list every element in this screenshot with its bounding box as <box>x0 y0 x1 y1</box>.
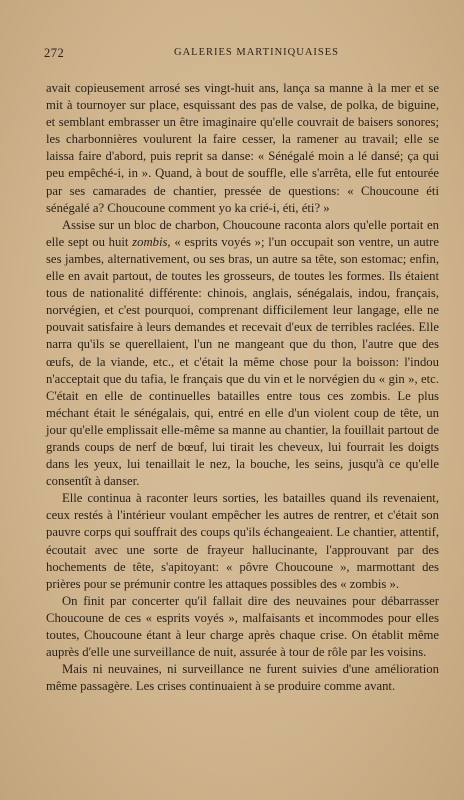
paragraph-2-rest: « esprits voyés »; l'un occupait son ventre, un autre ses jambes, alternativement, ou ses bras, un autre sa tête, son estomac; enfin, elle en avait partout, de toutes les grosseurs, de toutes les formes. Ils étaient tous de nationalité différente: chinois, anglais, sénégalais, indou, français, norvégien, et c'est pourquoi, comprenant difficilement leur langage, elle ne pouvait satisfaire à leurs demandes et recevait d'eux de terribles raclées. Elle narra qu'ils se querellaient, l'un ne mangeant que du thon, l'autre que des œufs, de la viande, etc., et c'était la même chose pour la boisson: l'indou n'acceptait que du tafia, le français que du vin et le norvégien du « gin », etc. C'était en elle de continuelles batailles entre tous ces zombis. Le plus méchant était le sénégalais, qui, entré en elle d'un violent coup de tête, un jour qu'elle emplissait elle-même sa manne au chantier, la fouillait partout de grands coups de nerf de bœuf, lui tirait les cheveux, lui fourrait les doigts dans les yeux, lui tenaillait le nez, la bouche, les seins, jusqu'à ce qu'elle consentît à danser. <box>46 234 440 489</box>
paragraph-4: On finit par concerter qu'il fallait dire des neuvaines pour débarrasser Choucoune de ces « esprits voyés », malfaisants et incommodes pour elles toutes, Choucoune étant à leur charge après chaque crise. On établit même auprès d'elle une surveillance de nuit, assurée à tour de rôle par les voisins. <box>46 593 439 660</box>
paragraph-5: Mais ni neuvaines, ni surveillance ne furent suivies d'une amélioration même passagère. Les crises continuaient à se produire comme avant. <box>46 662 439 694</box>
running-title: GALERIES MARTINIQUAISES <box>174 47 339 58</box>
body-text <box>46 80 439 695</box>
paragraph-1: avait copieusement arrosé ses vingt-huit ans, lança sa manne à la mer et se mit à tournoyer sur place, esquissant des pas de valse, de polka, de biguine, et semblant embrasser un être imaginaire qu'elle couvrait de baisers sonores; les charbonnières voulurent la faire cesser, la ramener au travail; elle se laissa faire d'abord, puis reprit sa danse: « Sénégalé moin a lé dansé; ça qui peu empêché-i, in ». Quand, à bout de souffle, elle s'arrêta, elle fut entourée par ses camarades de chantier, pressée de questions: « Choucoune éti sénégalé a? Choucoune comment yo ka crié-i, éti, éti? » <box>46 81 439 215</box>
paragraph-2 <box>46 217 439 491</box>
paragraph-2-emphasis: zombis, <box>132 234 171 249</box>
page-number: 272 <box>44 46 65 60</box>
page-header <box>44 46 432 62</box>
paragraph-2-start: Assise sur un bloc de charbon, Choucoune raconta alors qu'elle portait en elle sept ou huit <box>46 217 439 249</box>
paragraph-3: Elle continua à raconter leurs sorties, les batailles quand ils revenaient, ceux restés à l'intérieur voulant empêcher les autres de rentrer, et c'était son pauvre corps qui souffrait des coups qu'ils échangeaient. Le chantier, attentif, écoutait avec une sorte de frayeur hallucinante, l'approuvant par des hochements de tête, s'apitoyant: « pôvre Choucoune », marmottant des prières pour se prémunir contre les attaques possibles des « zombis ». <box>46 491 439 591</box>
